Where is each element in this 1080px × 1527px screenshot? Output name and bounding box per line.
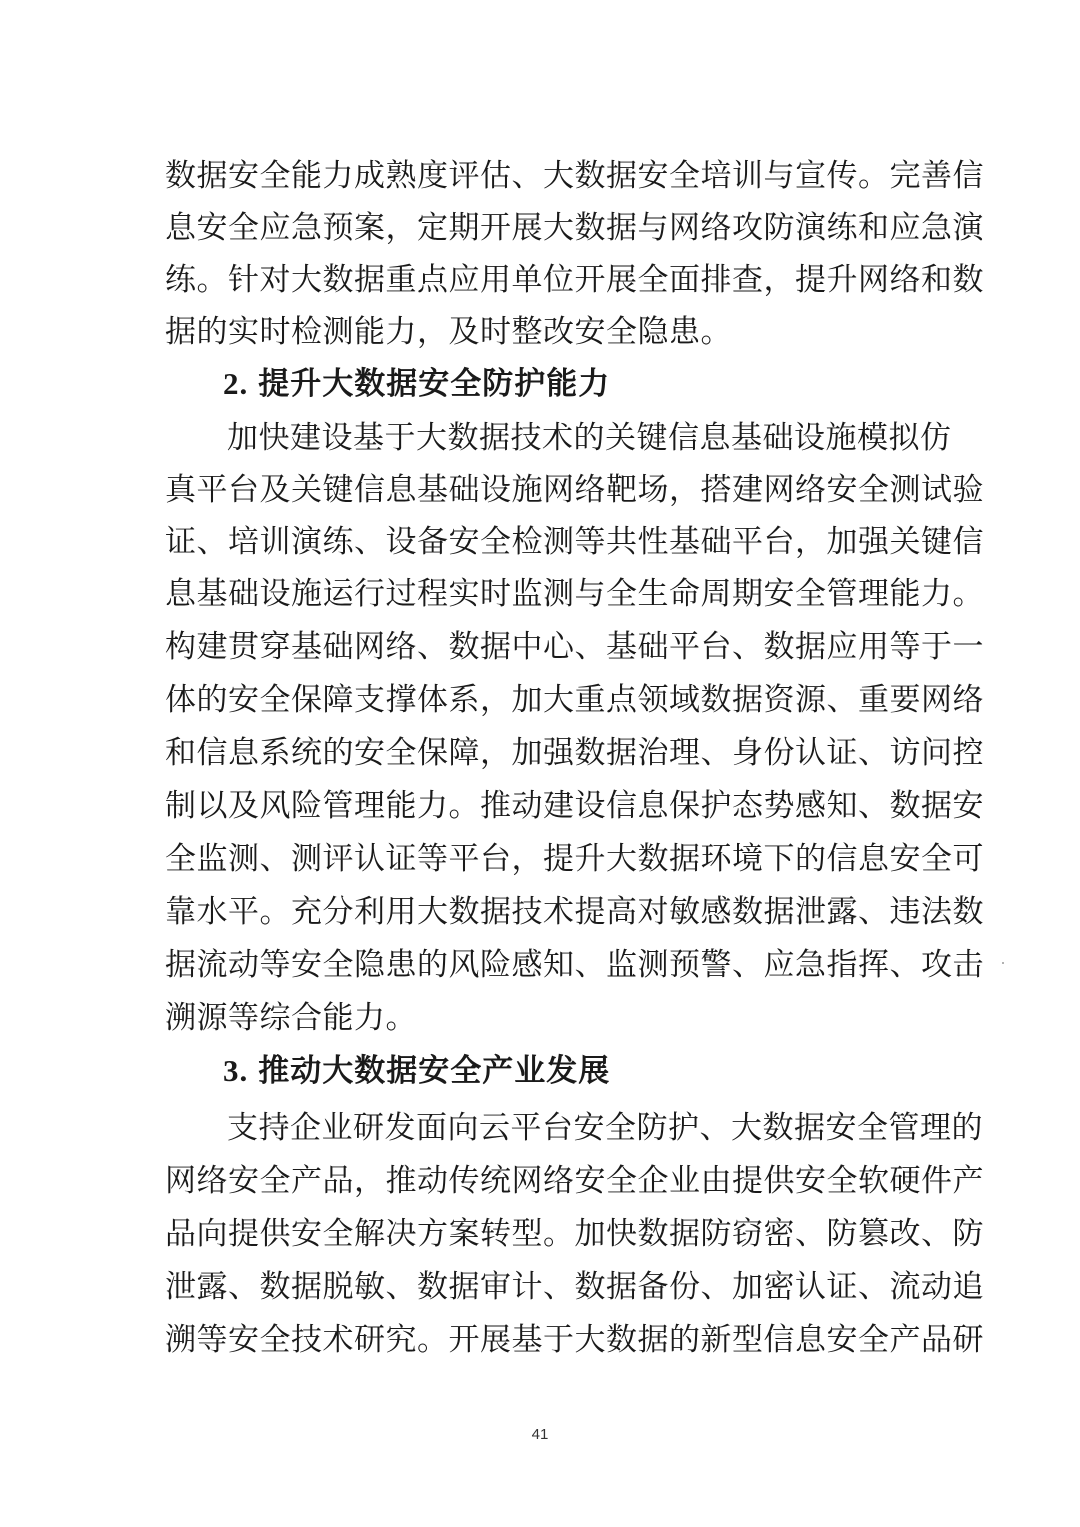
section-3-line-5: 溯等安全技术研究。开展基于大数据的新型信息安全产品研 [165, 1322, 984, 1358]
section-2-heading [223, 358, 610, 410]
section-2-title: 提升大数据安全防护能力 [258, 366, 611, 402]
section-2-line-1: 加快建设基于大数据技术的关键信息基础设施模拟仿 [227, 420, 952, 456]
scan-speck [1002, 962, 1004, 964]
section-3-line-2: 网络安全产品，推动传统网络安全企业由提供安全软硬件产 [165, 1163, 984, 1199]
paragraph-1-line-1: 数据安全能力成熟度评估、大数据安全培训与宣传。完善信 [165, 158, 984, 194]
page-number: 41 [531, 1426, 549, 1443]
section-2-line-6: 体的安全保障支撑体系，加大重点领域数据资源、重要网络 [165, 682, 984, 718]
section-2-line-2: 真平台及关键信息基础设施网络靶场，搭建网络安全测试验 [165, 472, 984, 508]
section-3-heading [223, 1045, 610, 1097]
section-3-title: 推动大数据安全产业发展 [258, 1053, 611, 1089]
section-2-line-10: 靠水平。充分利用大数据技术提高对敏感数据泄露、违法数 [165, 894, 984, 930]
paragraph-1-line-3: 练。针对大数据重点应用单位开展全面排查，提升网络和数 [165, 262, 984, 298]
section-3-line-1: 支持企业研发面向云平台安全防护、大数据安全管理的 [227, 1110, 983, 1146]
section-2-line-8: 制以及风险管理能力。推动建设信息保护态势感知、数据安 [165, 788, 984, 824]
section-3-line-3: 品向提供安全解决方案转型。加快数据防窃密、防篡改、防 [165, 1216, 984, 1252]
section-2-line-11: 据流动等安全隐患的风险感知、监测预警、应急指挥、攻击 [165, 947, 984, 983]
section-3-number: 3. [223, 1053, 249, 1088]
section-2-line-3: 证、培训演练、设备安全检测等共性基础平台，加强关键信 [165, 524, 984, 560]
section-2-line-5: 构建贯穿基础网络、数据中心、基础平台、数据应用等于一 [165, 629, 984, 665]
section-2-line-7: 和信息系统的安全保障，加强数据治理、身份认证、访问控 [165, 735, 984, 771]
paragraph-1-line-4: 据的实时检测能力，及时整改安全隐患。 [165, 314, 732, 350]
section-2-line-4: 息基础设施运行过程实时监测与全生命周期安全管理能力。 [165, 576, 984, 612]
paragraph-1-line-2: 息安全应急预案，定期开展大数据与网络攻防演练和应急演 [165, 210, 984, 246]
section-3-line-4: 泄露、数据脱敏、数据审计、数据备份、加密认证、流动追 [165, 1269, 984, 1305]
section-2-line-12: 溯源等综合能力。 [165, 1000, 417, 1036]
section-2-number: 2. [223, 366, 249, 401]
section-2-line-9: 全监测、测评认证等平台，提升大数据环境下的信息安全可 [165, 841, 984, 877]
